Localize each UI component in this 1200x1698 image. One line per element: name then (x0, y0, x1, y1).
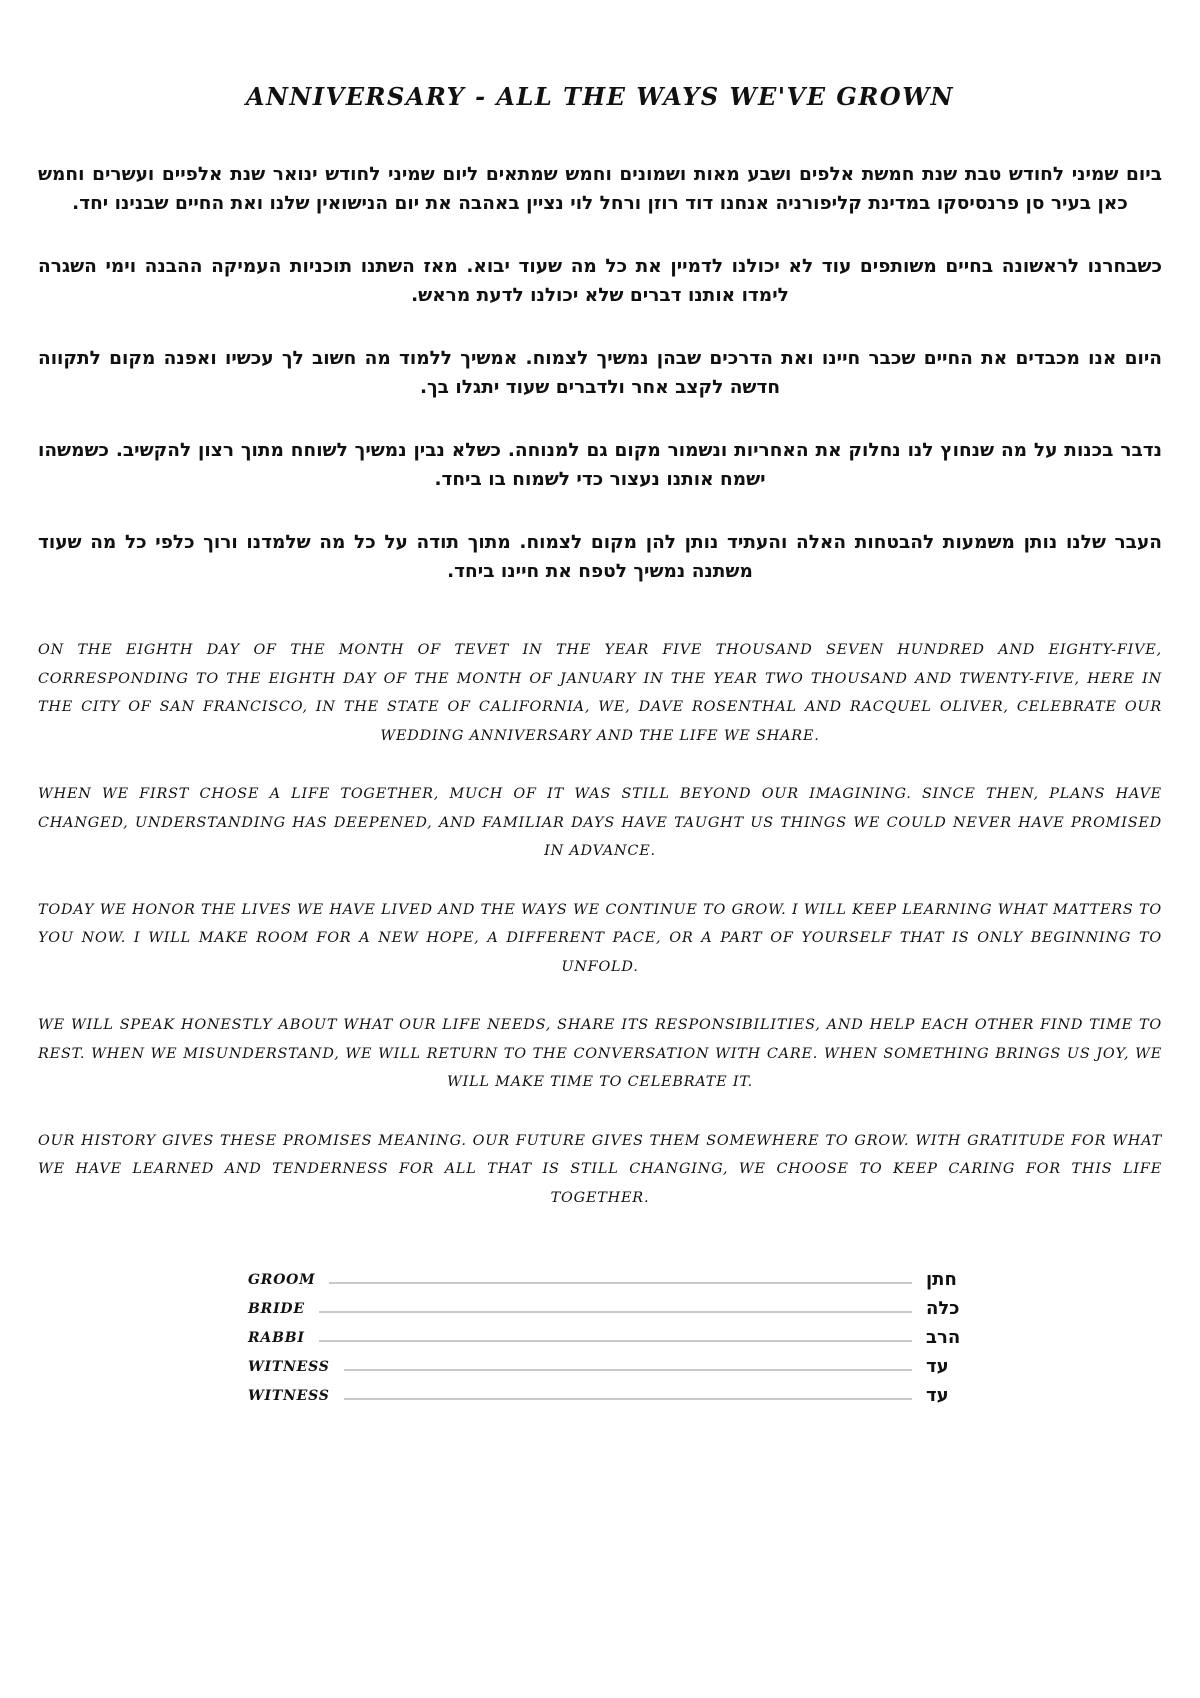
signature-row-witness-1 (248, 1350, 962, 1379)
signature-label-he: עד (926, 1385, 949, 1406)
signature-label-en: BRIDE (248, 1301, 305, 1317)
signature-row-witness-2 (248, 1379, 962, 1408)
signature-label-en: WITNESS (248, 1359, 330, 1375)
hebrew-paragraph-promises: נדבר בכנות על מה שנחוץ לנו נחלוק את האחריות ונשמור מקום גם למנוחה. כשלא נבין נמשיך לשוחח מתוך רצון להקשיב. כשמשהו ישמח אותנו נעצור כדי לשמוח בו ביחד. (38, 440, 1162, 490)
hebrew-paragraph-beginning: כשבחרנו לראשונה בחיים משותפים עוד לא יכולנו לדמיין את כל מה שעוד יבוא. מאז השתנו תוכניות העמיקה ההבנה וימי השגרה לימדו אותנו דברים שלא יכולנו לדעת מראש. (38, 256, 1162, 306)
signature-label-he: חתן (926, 1269, 957, 1290)
signature-label-en: WITNESS (248, 1388, 330, 1404)
english-paragraph-promises: WE WILL SPEAK HONESTLY ABOUT WHAT OUR LIFE NEEDS, SHARE ITS RESPONSIBILITIES, AND HELP EACH OTHER FIND TIME TO REST. WHEN WE MISUNDERSTAND, WE WILL RETURN TO THE CONVERSATION WITH CARE. WHEN SOMETHING BRINGS US JOY, WE WILL MAKE TIME TO CELEBRATE IT. (38, 1017, 1162, 1090)
signature-line (319, 1311, 912, 1313)
signature-row-bride (248, 1292, 962, 1321)
hebrew-text-section (38, 160, 1162, 620)
english-paragraph-history: OUR HISTORY GIVES THESE PROMISES MEANING. OUR FUTURE GIVES THEM SOMEWHERE TO GROW. WITH GRATITUDE FOR WHAT WE HAVE LEARNED AND TENDERNESS FOR ALL THAT IS STILL CHANGING, WE CHOOSE TO KEEP CARING FOR THIS LIFE TOGETHER. (38, 1132, 1162, 1206)
signature-line (329, 1282, 912, 1284)
signature-label-he: כלה (926, 1298, 960, 1319)
document-title: ANNIVERSARY - ALL THE WAYS WE'VE GROWN (245, 82, 955, 111)
signature-line (319, 1340, 912, 1342)
english-paragraph-beginning: WHEN WE FIRST CHOSE A LIFE TOGETHER, MUCH OF IT WAS STILL BEYOND OUR IMAGINING. SINCE THEN, PLANS HAVE CHANGED, UNDERSTANDING HAS DEEPENED, AND FAMILIAR DAYS HAVE TAUGHT US THINGS WE COULD NEVER HAVE PROMISED IN ADVANCE. (38, 786, 1162, 859)
hebrew-paragraph-date-place: ביום שמיני לחודש טבת שנת חמשת אלפים ושבע מאות ושמונים וחמש שמתאים ליום שמיני לחודש ינואר שנת אלפיים ועשרים וחמש כאן בעיר סן פרנסיסקו במדינת קליפורניה אנחנו דוד רוזן ורחל לוי נציין באהבה את יום הנישואין שלנו ואת החיים שבנינו יחד. (38, 164, 1162, 214)
hebrew-paragraph-honor: היום אנו מכבדים את החיים שכבר חיינו ואת הדרכים שבהן נמשיך לצמוח. אמשיך ללמוד מה חשוב לך עכשיו ואפנה מקום לתקווה חדשה לקצב אחר ולדברים שעוד יתגלו בך. (38, 348, 1162, 398)
english-paragraph-date-place: ON THE EIGHTH DAY OF THE MONTH OF TEVET IN THE YEAR FIVE THOUSAND SEVEN HUNDRED AND EIGHTY-FIVE, CORRESPONDING TO THE EIGHTH DAY OF THE MONTH OF JANUARY IN THE YEAR TWO THOUSAND AND TWENTY-FIVE, HERE IN THE CITY OF SAN FRANCISCO, IN THE STATE OF CALIFORNIA, WE, DAVE ROSENTHAL AND RACQUEL OLIVER, CELEBRATE OUR WEDDING ANNIVERSARY AND THE LIFE WE SHARE. (38, 642, 1162, 744)
english-text-section (38, 636, 1162, 1242)
signature-label-en: GROOM (248, 1272, 316, 1288)
signature-line (344, 1398, 912, 1400)
signature-section (248, 1263, 962, 1408)
signature-label-he: הרב (926, 1327, 961, 1348)
english-paragraph-honor: TODAY WE HONOR THE LIVES WE HAVE LIVED AND THE WAYS WE CONTINUE TO GROW. I WILL KEEP LEARNING WHAT MATTERS TO YOU NOW. I WILL MAKE ROOM FOR A NEW HOPE, A DIFFERENT PACE, OR A PART OF YOURSELF THAT IS ONLY BEGINNING TO UNFOLD. (38, 901, 1162, 975)
signature-row-groom (248, 1263, 962, 1292)
signature-label-en: RABBI (248, 1330, 305, 1346)
signature-label-he: עד (926, 1356, 949, 1377)
signature-row-rabbi (248, 1321, 962, 1350)
signature-line (344, 1369, 912, 1371)
hebrew-paragraph-history: העבר שלנו נותן משמעות להבטחות האלה והעתיד נותן להן מקום לצמוח. מתוך תודה על כל מה שלמדנו ורוך כלפי כל מה שעוד משתנה נמשיך לטפח את חיינו ביחד. (38, 532, 1162, 582)
